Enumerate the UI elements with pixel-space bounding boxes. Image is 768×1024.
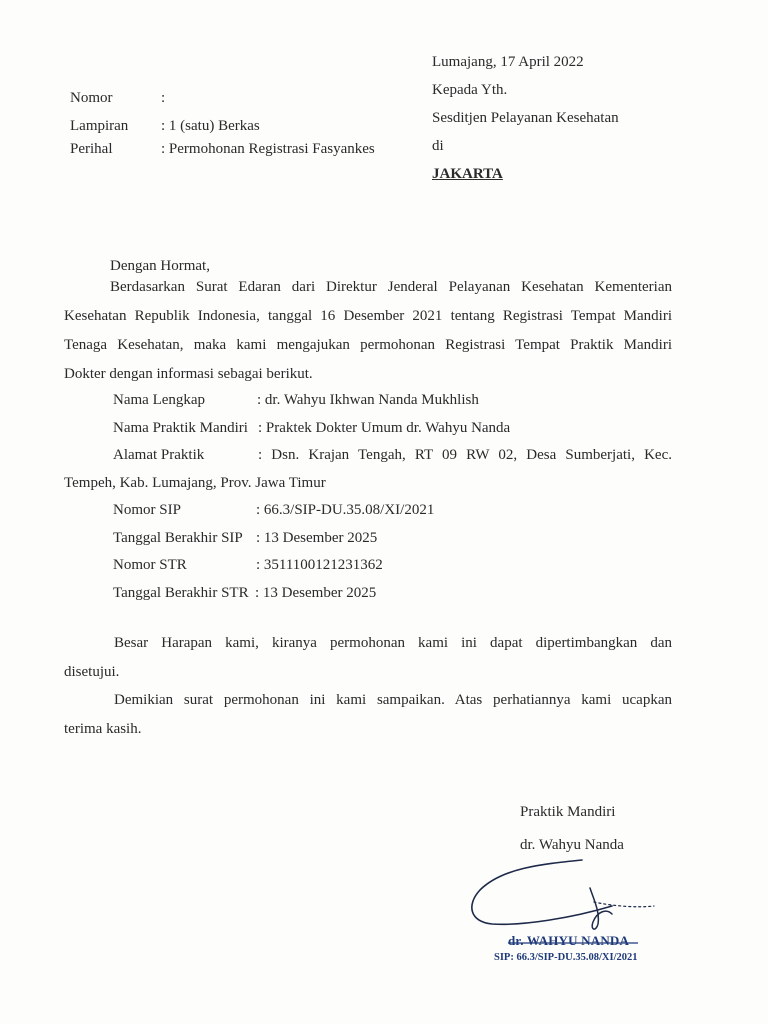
stamp-sip: SIP: 66.3/SIP-DU.35.08/XI/2021 xyxy=(494,952,638,963)
closing-line: Besar Harapan kami, kiranya permohonan kami ini dapat dipertimbangkan dan xyxy=(114,635,672,651)
lampiran-value: : 1 (satu) Berkas xyxy=(161,118,260,134)
recipient-city: JAKARTA xyxy=(432,166,503,182)
intro-line: Kesehatan Republik Indonesia, tanggal 16 Desember 2021 tentang Registrasi Tempat Mandiri xyxy=(64,308,672,324)
closing-line: disetujui. xyxy=(64,664,120,680)
sip-label: Nomor SIP xyxy=(113,502,181,518)
recipient-office: Sesditjen Pelayanan Kesehatan xyxy=(432,110,619,126)
signature-name: dr. Wahyu Nanda xyxy=(520,837,624,853)
sip-value: : 66.3/SIP-DU.35.08/XI/2021 xyxy=(256,502,435,518)
nama-praktik-label: Nama Praktik Mandiri xyxy=(113,419,248,436)
detail-row-nama-praktik xyxy=(64,418,672,446)
recipient-block xyxy=(432,52,619,192)
str-exp-label: Tanggal Berakhir STR xyxy=(113,584,249,601)
details-table xyxy=(64,390,672,610)
sip-exp-label: Tanggal Berakhir SIP xyxy=(113,529,243,546)
nama-lengkap-value: : dr. Wahyu Ikhwan Nanda Mukhlish xyxy=(257,392,479,408)
stamp-name: dr. WAHYU NANDA xyxy=(508,933,630,948)
nomor-label: Nomor xyxy=(70,90,113,106)
nama-lengkap-label: Nama Lengkap xyxy=(113,392,206,408)
intro-line: Tenaga Kesehatan, maka kami mengajukan permohonan Registrasi Tempat Praktik Mandiri xyxy=(64,337,672,353)
sip-exp-value: : 13 Desember 2025 xyxy=(256,529,378,546)
detail-row-str xyxy=(64,555,672,583)
str-exp-value: : 13 Desember 2025 xyxy=(255,584,377,601)
detail-row-alamat xyxy=(64,445,672,473)
lampiran-label: Lampiran xyxy=(70,118,129,134)
closing-line: terima kasih. xyxy=(64,721,142,737)
nama-praktik-value: : Praktek Dokter Umum dr. Wahyu Nanda xyxy=(258,419,511,436)
closing-line: Demikian surat permohonan ini kami sampaikan. Atas perhatiannya kami ucapkan xyxy=(114,692,672,708)
detail-row-str-exp xyxy=(64,583,672,611)
str-value: : 3511100121231362 xyxy=(256,557,383,573)
nomor-value: : xyxy=(161,90,166,106)
recipient-to: Kepada Yth. xyxy=(432,82,508,98)
perihal-value: : Permohonan Registrasi Fasyankes xyxy=(161,141,375,157)
place-date: Lumajang, 17 April 2022 xyxy=(432,54,584,70)
alamat-value: : Dsn. Krajan Tengah, RT 09 RW 02, Desa Sumberjati, Kec. xyxy=(258,447,672,463)
signature-title: Praktik Mandiri xyxy=(520,804,616,820)
alamat-label: Alamat Praktik xyxy=(113,447,205,463)
closing-paragraph-hope xyxy=(64,633,672,691)
recipient-at: di xyxy=(432,138,444,154)
detail-row-nama-lengkap xyxy=(64,390,672,418)
detail-row-alamat-cont xyxy=(64,473,672,501)
detail-row-sip xyxy=(64,500,672,528)
intro-paragraph xyxy=(64,277,672,393)
intro-line: Dokter dengan informasi sebagai berikut. xyxy=(64,366,313,382)
greeting: Dengan Hormat, xyxy=(110,258,210,274)
closing-paragraph-thanks xyxy=(64,690,672,748)
str-label: Nomor STR xyxy=(113,557,187,573)
intro-line: Berdasarkan Surat Edaran dari Direktur Jenderal Pelayanan Kesehatan Kementerian xyxy=(110,279,672,295)
alamat-value-cont: Tempeh, Kab. Lumajang, Prov. Jawa Timur xyxy=(64,474,326,491)
perihal-label: Perihal xyxy=(70,141,113,157)
detail-row-sip-exp xyxy=(64,528,672,556)
